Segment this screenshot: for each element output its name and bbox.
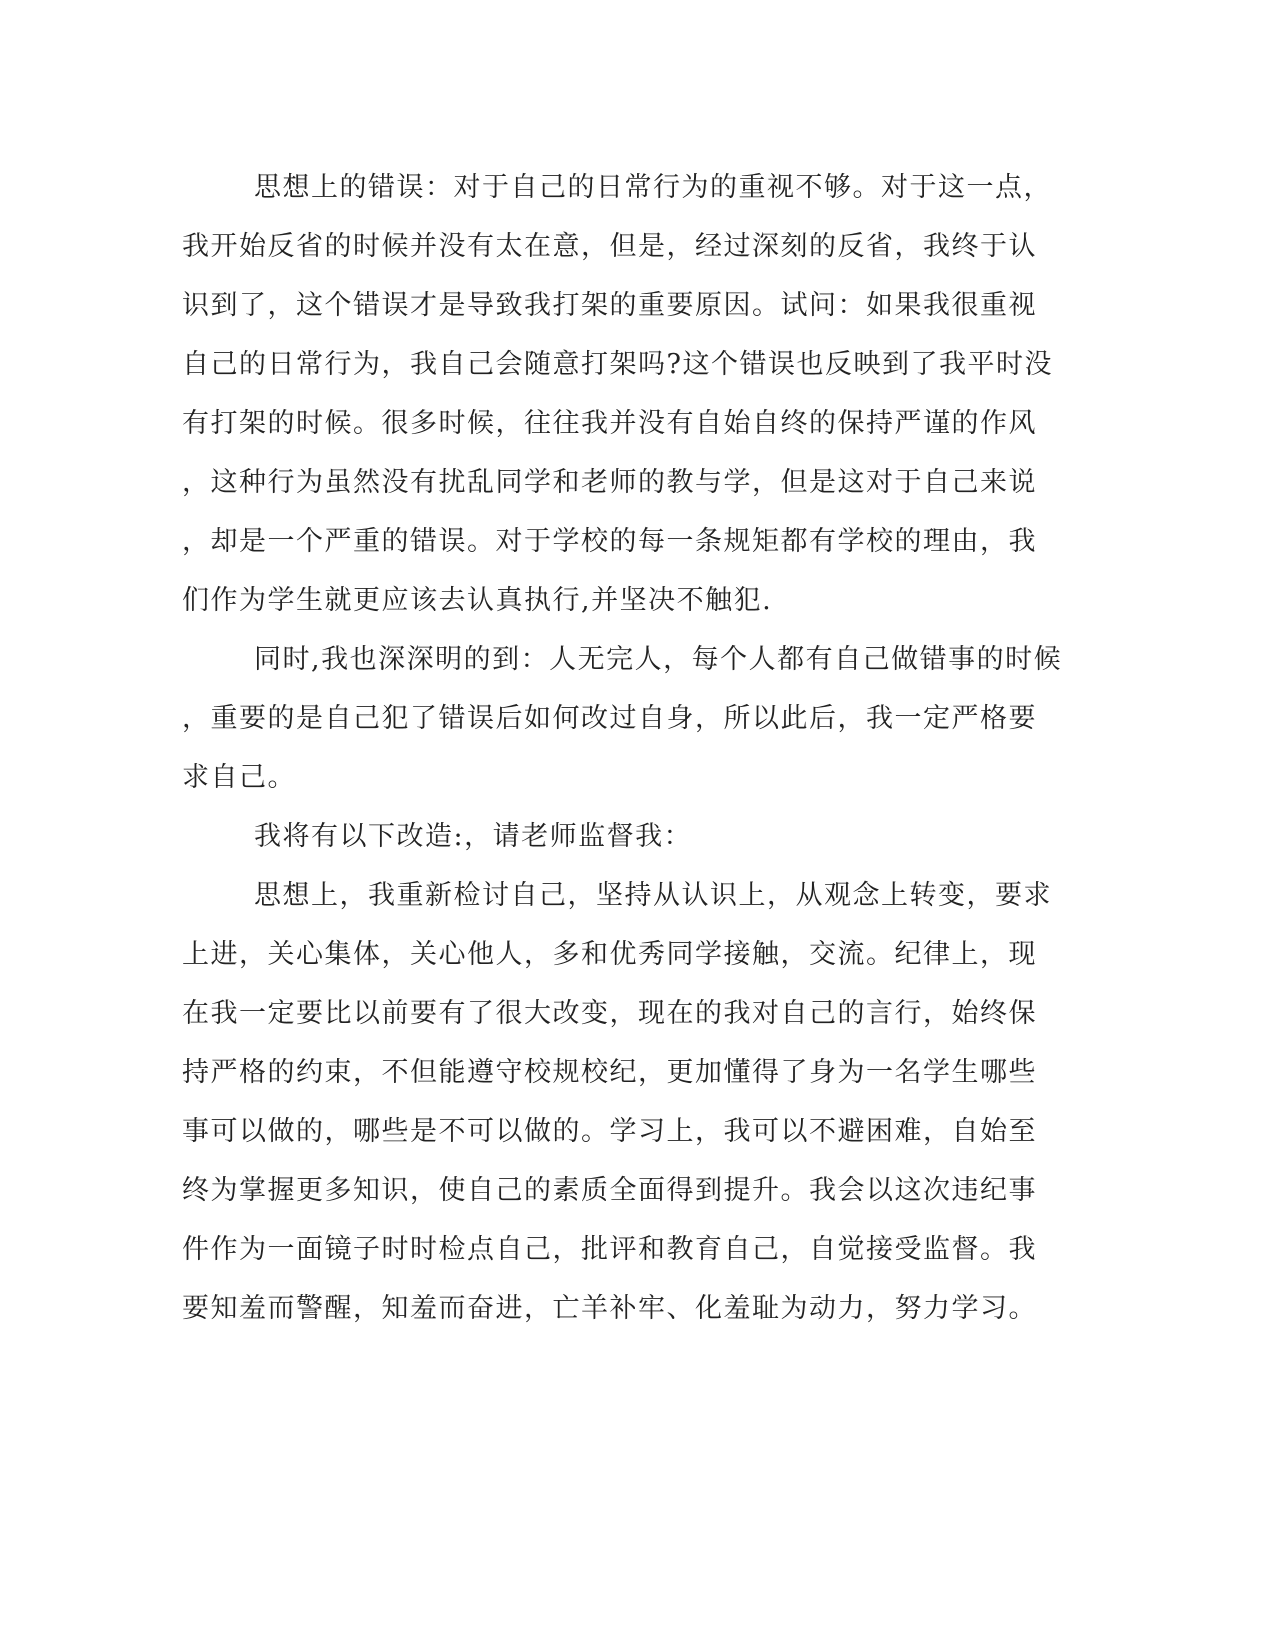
paragraph-line: 在我一定要比以前要有了很大改变，现在的我对自己的言行，始终保 xyxy=(182,998,1037,1029)
paragraph-line: ，却是一个严重的错误。对于学校的每一条规矩都有学校的理由，我 xyxy=(182,526,1037,557)
paragraph-line: 我开始反省的时候并没有太在意，但是，经过深刻的反省，我终于认 xyxy=(182,231,1037,262)
paragraph-4 xyxy=(182,866,1052,1338)
paragraph-2 xyxy=(182,630,1063,807)
paragraph-line: ，重要的是自己犯了错误后如何改过自身，所以此后，我一定严格要 xyxy=(182,703,1037,734)
paragraph-line: 自己的日常行为，我自己会随意打架吗?这个错误也反映到了我平时没 xyxy=(182,349,1053,380)
paragraph-line: 思想上的错误：对于自己的日常行为的重视不够。对于这一点， xyxy=(254,172,1052,203)
paragraph-line: 识到了，这个错误才是导致我打架的重要原因。试问：如果我很重视 xyxy=(182,290,1037,321)
paragraph-line: 求自己。 xyxy=(182,762,296,793)
paragraph-line: ，这种行为虽然没有扰乱同学和老师的教与学，但是这对于自己来说 xyxy=(182,467,1037,498)
document-body xyxy=(182,158,1063,1338)
paragraph-3 xyxy=(182,807,1042,866)
paragraph-line: 要知羞而警醒，知羞而奋进，亡羊补牢、化羞耻为动力，努力学习。 xyxy=(182,1293,1037,1324)
paragraph-line: 事可以做的，哪些是不可以做的。学习上，我可以不避困难，自始至 xyxy=(182,1116,1037,1147)
paragraph-line: 我将有以下改造:，请老师监督我： xyxy=(254,821,693,852)
paragraph-1 xyxy=(182,158,1053,630)
paragraph-line: 上进，关心集体，关心他人，多和优秀同学接触，交流。纪律上，现 xyxy=(182,939,1037,970)
paragraph-line: 件作为一面镜子时时检点自己，批评和教育自己，自觉接受监督。我 xyxy=(182,1234,1037,1265)
paragraph-line: 同时,我也深深明的到：人无完人，每个人都有自己做错事的时候 xyxy=(254,644,1063,675)
paragraph-line: 们作为学生就更应该去认真执行,并坚决不触犯. xyxy=(182,585,773,616)
paragraph-line: 持严格的约束，不但能遵守校规校纪，更加懂得了身为一名学生哪些 xyxy=(182,1057,1037,1088)
paragraph-line: 思想上，我重新检讨自己，坚持从认识上，从观念上转变，要求 xyxy=(254,880,1052,911)
paragraph-line: 终为掌握更多知识，使自己的素质全面得到提升。我会以这次违纪事 xyxy=(182,1175,1037,1206)
paragraph-line: 有打架的时候。很多时候，往往我并没有自始自终的保持严谨的作风 xyxy=(182,408,1037,439)
